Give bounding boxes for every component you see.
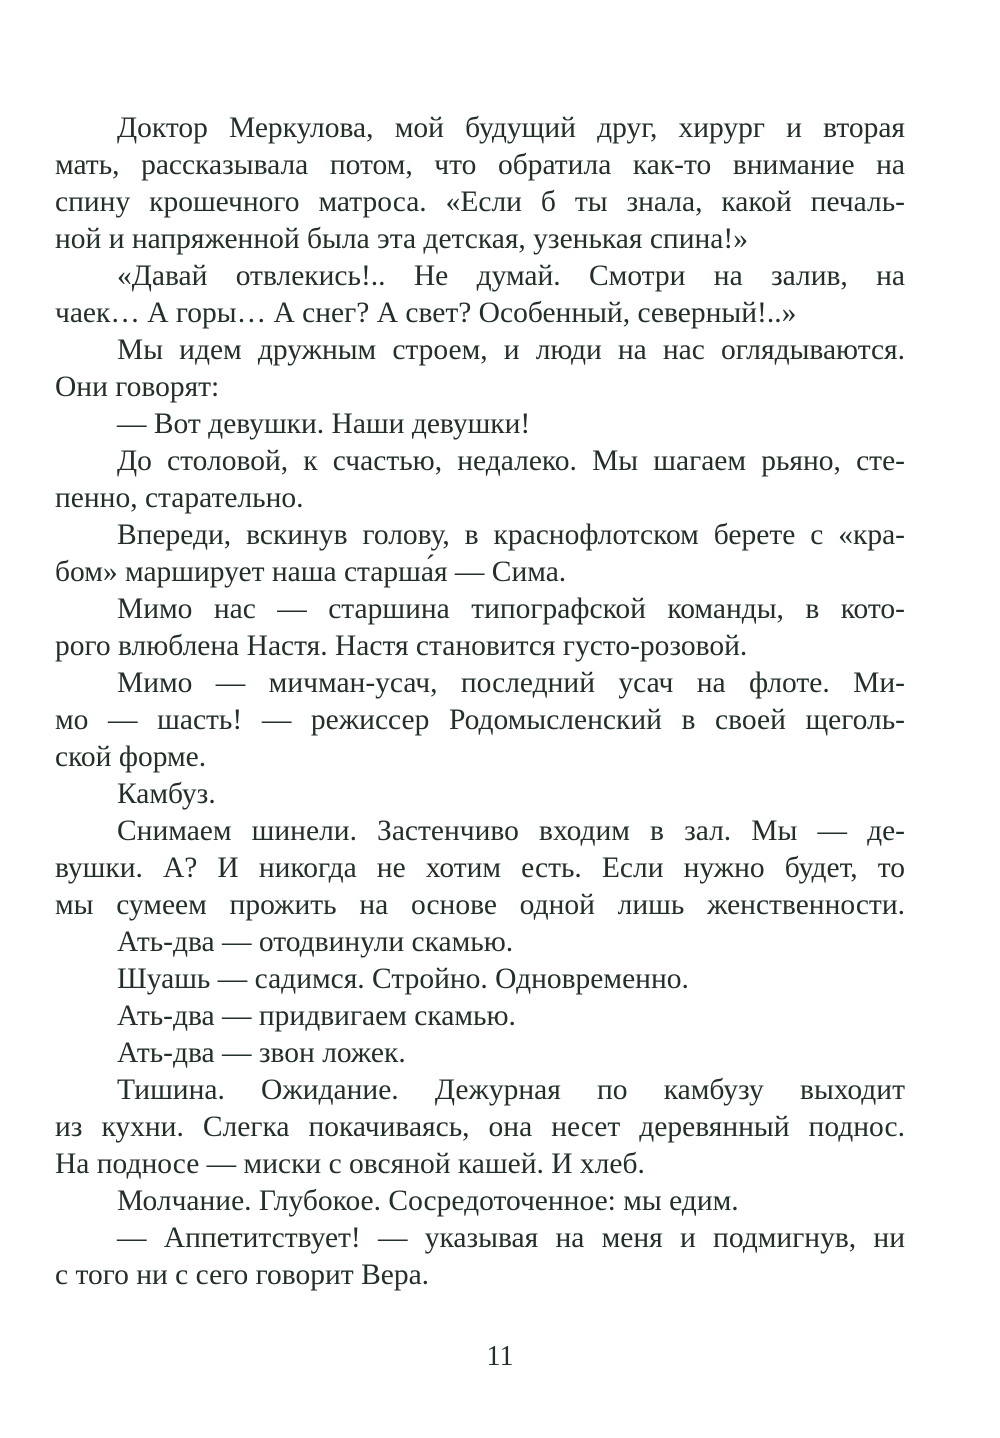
text-line: ной и напряженной была эта детская, узенькая спина!» [55,223,748,255]
text-line: вушки. А? И никогда не хотим есть. Если нужно будет, то [55,852,905,884]
text-line: Доктор Меркулова, мой будущий друг, хирург и вторая [117,112,905,144]
text-line: Ать-два — отодвинули скамью. [117,926,514,958]
text-line: Мимо — мичман-усач, последний усач на флоте. Ми- [117,667,905,699]
page-number: 11 [486,1341,514,1372]
text-line: «Давай отвлекись!.. Не думай. Смотри на залив, на [117,260,905,292]
text-line: Впереди, вскинув голову, в краснофлотском берете с «кра- [117,519,905,551]
text-line: До столовой, к счастью, недалеко. Мы шагаем рьяно, сте- [117,445,905,477]
text-line: Они говорят: [55,371,220,403]
text-line: мать, рассказывала потом, что обратила как-то внимание на [55,149,905,181]
text-line: Тишина. Ожидание. Дежурная по камбузу выходит [117,1074,905,1106]
text-line: ской форме. [55,741,207,773]
text-line: рого влюблена Настя. Настя становится густо-розовой. [55,630,748,662]
text-line: Камбуз. [117,778,216,810]
text-line: Ать-два — придвигаем скамью. [117,1000,516,1032]
text-line: мы сумеем прожить на основе одной лишь женственности. [55,889,905,921]
text-line: Ать-два — звон ложек. [117,1037,406,1069]
text-line: Снимаем шинели. Застенчиво входим в зал. Мы — де- [117,815,905,847]
text-line: На подносе — миски с овсяной кашей. И хлеб. [55,1148,645,1180]
text-line: — Аппетитствует! — указывая на меня и подмигнув, ни [117,1222,905,1254]
text-line: с того ни с сего говорит Вера. [55,1259,430,1291]
text-line: мо — шасть! — режиссер Родомысленский в своей щеголь- [55,704,905,736]
page-body [55,110,905,1294]
text-line: из кухни. Слегка покачиваясь, она несет деревянный поднос. [55,1111,905,1143]
text-line: — Вот девушки. Наши девушки! [117,408,531,440]
text-line: Шуашь — садимся. Стройно. Одновременно. [117,963,689,995]
text-line: пенно, старательно. [55,482,304,514]
text-line: Мимо нас — старшина типографской команды, в кото- [117,593,905,625]
text-line: Молчание. Глубокое. Сосредоточенное: мы едим. [117,1185,739,1217]
text-line: спину крошечного матроса. «Если б ты знала, какой печаль- [55,186,905,218]
text-line: чаек… А горы… А снег? А свет? Особенный, северный!..» [55,297,797,329]
text-line: бом» марширует наша старша́я — Сима. [55,556,567,588]
text-line: Мы идем дружным строем, и люди на нас оглядываются. [117,334,905,366]
